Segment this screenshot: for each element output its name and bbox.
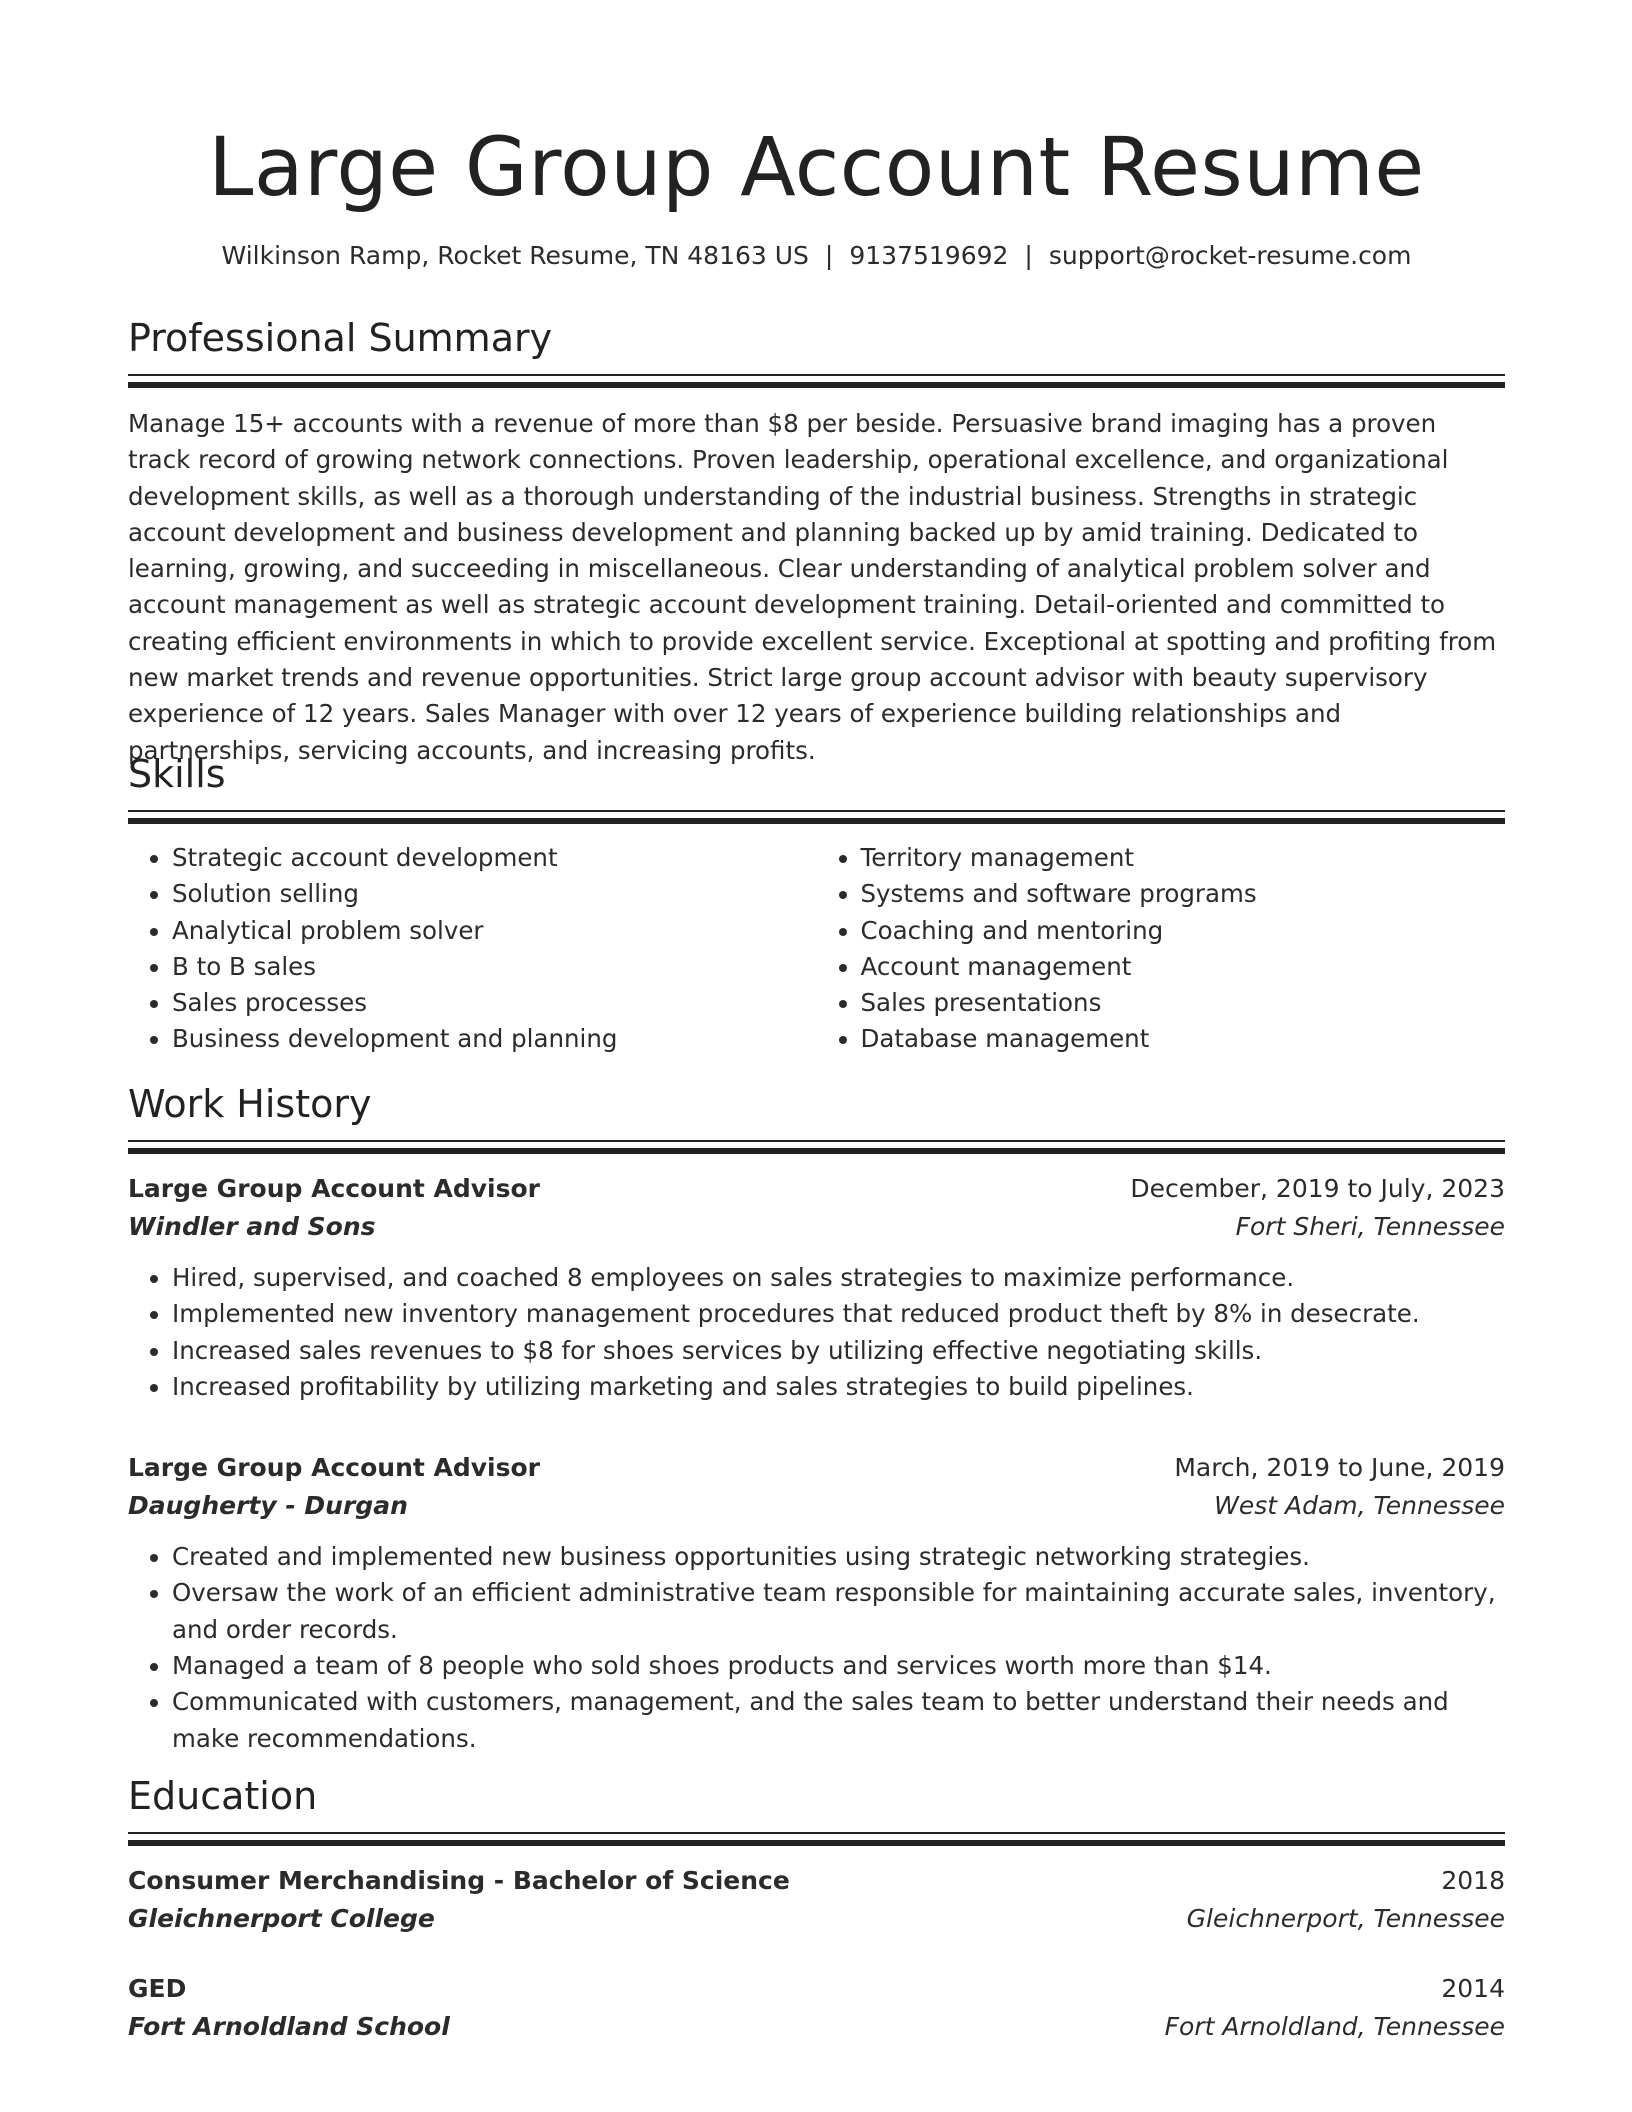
job-title: Large Group Account Advisor bbox=[128, 1453, 541, 1483]
job-bullet: • Oversaw the work of an efficient administrative team responsible for maintaining accurate sales, inventory, and order records. bbox=[172, 1575, 1505, 1648]
skill-item: • Coaching and mentoring bbox=[861, 913, 1506, 949]
section-divider bbox=[128, 1140, 1505, 1154]
contact-address: Wilkinson Ramp, Rocket Resume, TN 48163 US bbox=[221, 241, 809, 270]
job-bullet: • Implemented new inventory management procedures that reduced product theft by 8% in desecrate. bbox=[172, 1296, 1505, 1332]
contact-email[interactable]: support@rocket-resume.com bbox=[1048, 241, 1412, 270]
job-header-row bbox=[128, 1449, 1505, 1487]
contact-separator: | bbox=[824, 241, 834, 270]
job-company-row bbox=[128, 1487, 1505, 1525]
job-location: West Adam, Tennessee bbox=[1214, 1491, 1505, 1521]
skill-item: • Strategic account development bbox=[172, 840, 817, 876]
education-school-row bbox=[128, 1900, 1505, 1938]
skill-item: • Systems and software programs bbox=[861, 876, 1506, 912]
education-entry bbox=[128, 1970, 1505, 2046]
job-bullets bbox=[128, 1260, 1505, 1405]
job-bullet: • Managed a team of 8 people who sold shoes products and services worth more than $14. bbox=[172, 1648, 1505, 1684]
contact-phone: 9137519692 bbox=[849, 241, 1009, 270]
job-bullet: • Hired, supervised, and coached 8 employees on sales strategies to maximize performance. bbox=[172, 1260, 1505, 1296]
education-header-row bbox=[128, 1862, 1505, 1900]
job-bullet: • Communicated with customers, management, and the sales team to better understand their needs and make recommendations. bbox=[172, 1684, 1505, 1757]
summary-text: Manage 15+ accounts with a revenue of more than $8 per beside. Persuasive brand imaging has a proven track record of growing network connections. Proven leadership, operational excellence, and organizational development skills, as well as a thorough understanding of the industrial business. Strengths in strategic account development and business development and planning backed up by amid training. Dedicated to learning, growing, and succeeding in miscellaneous. Clear understanding of analytical problem solver and account management as well as strategic account development training. Detail-oriented and committed to creating efficient environments in which to provide excellent service. Exceptional at spotting and profiting from new market trends and revenue opportunities. Strict large group account advisor with beauty supervisory experience of 12 years. Sales Manager with over 12 years of experience building relationships and partnerships, servicing accounts, and increasing profits. bbox=[128, 409, 1497, 765]
section-divider bbox=[128, 374, 1505, 388]
skill-item: • Sales presentations bbox=[861, 985, 1506, 1021]
education-school: Fort Arnoldland School bbox=[128, 2012, 450, 2041]
job-bullets bbox=[128, 1539, 1505, 1757]
section-title-education: Education bbox=[128, 1774, 318, 1818]
contact-separator: | bbox=[1024, 241, 1033, 270]
job-dates: December, 2019 to July, 2023 bbox=[1130, 1174, 1505, 1203]
section-skills bbox=[128, 750, 1505, 1058]
education-school-row bbox=[128, 2008, 1505, 2046]
job-entry bbox=[128, 1449, 1505, 1757]
job-bullet: • Created and implemented new business opportunities using strategic networking strategies. bbox=[172, 1539, 1505, 1575]
skill-item: • Business development and planning bbox=[172, 1021, 817, 1057]
skill-item: • Solution selling bbox=[172, 876, 817, 912]
education-header-row bbox=[128, 1970, 1505, 2008]
skill-item: • B to B sales bbox=[172, 949, 817, 985]
education-degree: GED bbox=[128, 1974, 187, 2003]
education-year: 2018 bbox=[1441, 1866, 1505, 1895]
education-school: Gleichnerport College bbox=[128, 1904, 435, 1933]
section-title-skills: Skills bbox=[128, 752, 226, 796]
skill-item: • Territory management bbox=[861, 840, 1506, 876]
section-work-history bbox=[128, 1080, 1505, 1757]
job-location: Fort Sheri, Tennessee bbox=[1235, 1212, 1505, 1241]
job-company-row bbox=[128, 1208, 1505, 1246]
job-company: Windler and Sons bbox=[128, 1212, 376, 1241]
job-bullet: • Increased profitability by utilizing marketing and sales strategies to build pipelines. bbox=[172, 1369, 1505, 1405]
job-header-row bbox=[128, 1170, 1505, 1208]
section-title-summary: Professional Summary bbox=[128, 316, 553, 360]
section-professional-summary bbox=[128, 314, 1505, 769]
job-title: Large Group Account Advisor bbox=[128, 1174, 541, 1203]
section-divider bbox=[128, 810, 1505, 824]
job-bullet: • Increased sales revenues to $8 for shoes services by utilizing effective negotiating skills. bbox=[172, 1333, 1505, 1369]
job-entry bbox=[128, 1170, 1505, 1405]
contact-line bbox=[128, 238, 1505, 274]
job-company: Daugherty - Durgan bbox=[128, 1491, 408, 1521]
education-year: 2014 bbox=[1441, 1974, 1505, 2003]
section-education bbox=[128, 1772, 1505, 2046]
skills-list-right bbox=[817, 840, 1506, 1058]
education-location: Gleichnerport, Tennessee bbox=[1186, 1904, 1505, 1933]
resume-title: Large Group Account Resume bbox=[208, 121, 1425, 215]
skill-item: • Analytical problem solver bbox=[172, 913, 817, 949]
section-divider bbox=[128, 1832, 1505, 1846]
education-degree: Consumer Merchandising - Bachelor of Science bbox=[128, 1866, 790, 1895]
skill-item: • Database management bbox=[861, 1021, 1506, 1057]
skill-item: • Account management bbox=[861, 949, 1506, 985]
job-dates: March, 2019 to June, 2019 bbox=[1174, 1453, 1505, 1483]
skills-list-left bbox=[128, 840, 817, 1058]
education-location: Fort Arnoldland, Tennessee bbox=[1164, 2012, 1505, 2041]
skill-item: • Sales processes bbox=[172, 985, 817, 1021]
skills-columns bbox=[128, 840, 1505, 1058]
section-title-work: Work History bbox=[128, 1082, 372, 1126]
education-entry bbox=[128, 1862, 1505, 1938]
